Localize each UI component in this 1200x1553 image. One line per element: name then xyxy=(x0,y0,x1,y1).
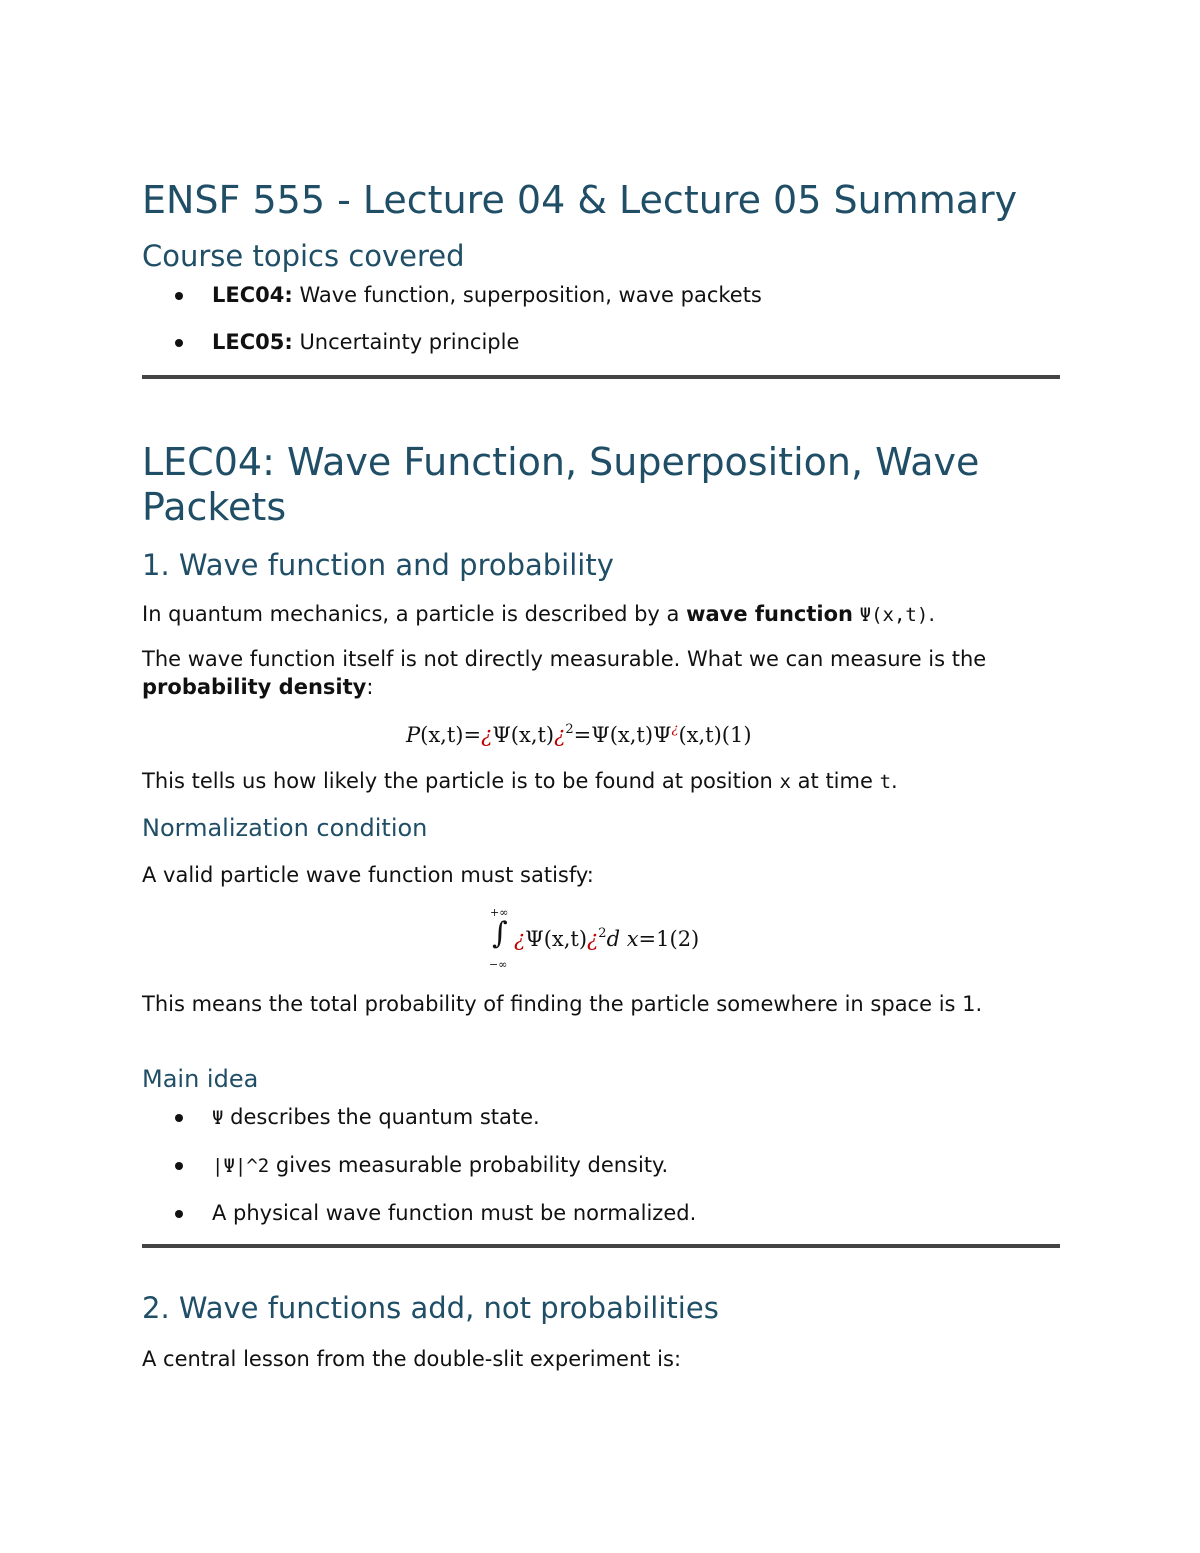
bold-term: wave function xyxy=(686,602,853,626)
inline-code: |Ψ|^2 xyxy=(212,1155,270,1177)
integral-sign: ∫ xyxy=(492,916,508,951)
topic-text: Wave function, superposition, wave packets xyxy=(292,283,762,307)
normalization-heading: Normalization condition xyxy=(142,814,428,842)
topic-label: LEC05: xyxy=(212,330,293,354)
horizontal-rule xyxy=(142,1244,1060,1248)
list-item xyxy=(142,281,1060,309)
integrand: ¿Ψ(x,t)¿$^2$d x=1(2) xyxy=(514,926,700,951)
paragraph: This tells us how likely the particle is to be found at position x at time t. xyxy=(142,769,898,793)
paragraph: A central lesson from the double-slit experiment is: xyxy=(142,1347,682,1371)
inline-code: x xyxy=(779,771,791,793)
list-item xyxy=(142,328,1060,356)
bullet-icon xyxy=(175,1162,183,1170)
equation-1: P(x,t)=¿Ψ(x,t)¿$^2$=Ψ(x,t)Ψ¿(x,t)(1) xyxy=(406,722,752,747)
main-idea-list xyxy=(142,1103,1060,1246)
paragraph: The wave function itself is not directly measurable. What we can measure is the probability density: xyxy=(142,647,987,699)
topics-heading: Course topics covered xyxy=(142,239,465,273)
inline-code: Ψ(x,t) xyxy=(859,604,929,626)
bullet-icon xyxy=(175,339,183,347)
bullet-icon xyxy=(175,1114,183,1122)
section2-heading: 2. Wave functions add, not probabilities xyxy=(142,1291,719,1325)
main-idea-heading: Main idea xyxy=(142,1065,259,1093)
lec04-heading: LEC04: Wave Function, Superposition, Wave Packets xyxy=(142,440,980,529)
bullet-icon xyxy=(175,1210,183,1218)
inline-code: Ψ xyxy=(212,1107,224,1129)
document-title: ENSF 555 - Lecture 04 & Lecture 05 Summary xyxy=(142,178,1018,222)
horizontal-rule xyxy=(142,375,1060,379)
topics-list xyxy=(142,281,1060,375)
integral-upper-limit: +∞ xyxy=(490,906,509,919)
paragraph: This means the total probability of finding the particle somewhere in space is 1. xyxy=(142,992,983,1016)
list-item: Ψ describes the quantum state. xyxy=(142,1103,1060,1132)
integral-lower-limit: −∞ xyxy=(489,958,508,971)
paragraph: In quantum mechanics, a particle is described by a wave function Ψ(x,t). xyxy=(142,602,935,626)
paragraph: A valid particle wave function must satisfy: xyxy=(142,863,594,887)
bold-term: probability density xyxy=(142,675,367,699)
inline-code: t xyxy=(879,771,892,793)
list-item: |Ψ|^2 gives measurable probability density. xyxy=(142,1151,1060,1180)
topic-label: LEC04: xyxy=(212,283,293,307)
topic-text: Uncertainty principle xyxy=(292,330,520,354)
section1-heading: 1. Wave function and probability xyxy=(142,548,614,582)
bullet-icon xyxy=(175,292,183,300)
list-item: A physical wave function must be normalized. xyxy=(142,1199,1060,1227)
